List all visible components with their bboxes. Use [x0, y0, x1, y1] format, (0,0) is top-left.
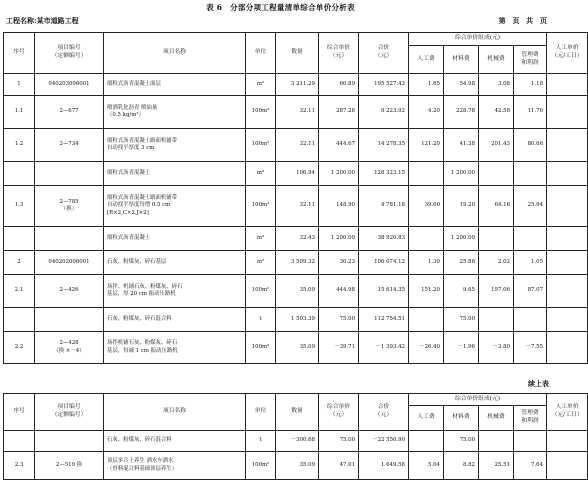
cell-unit: m²: [246, 251, 276, 275]
cell-qty: 32.11: [276, 186, 319, 227]
cell-total: 128 323.15: [359, 162, 409, 186]
table-title: 表 6 分部分项工程量清单综合单价分析表: [206, 3, 355, 12]
cell-mgmt: 87.07: [514, 275, 547, 308]
cell-name: 场拌、机铺石灰、粉煤灰、碎石 基层，厚 20 cm 振动压路机: [104, 275, 246, 308]
table-row: [4, 186, 588, 227]
cell-qty: 32.11: [276, 96, 319, 129]
header-composition: 综合单价组成(元): [409, 394, 547, 406]
header-material: 材料费: [444, 46, 479, 74]
cell-name: 细粒式沥青混凝土路面机铺带 自动找平厚度 3 cm: [104, 129, 246, 162]
cell-code: 2—734: [35, 129, 104, 162]
cell-seq: [4, 227, 35, 251]
header-mgmt: 管理费 和利润: [514, 406, 547, 431]
cell-material: 75.00: [444, 431, 479, 452]
cell-material: 41.38: [444, 129, 479, 162]
header-unit: 单位: [246, 33, 276, 74]
cell-unit-price: 47.01: [319, 452, 359, 480]
cell-labor: 39.60: [409, 186, 444, 227]
cell-workday: [547, 452, 588, 480]
project-name: 工程名称:某市道路工程: [6, 16, 79, 25]
cell-code: 2—428 （换 ×－4）: [35, 332, 104, 364]
cell-unit: 100m²: [246, 96, 276, 129]
cell-machine: [479, 308, 514, 332]
cell-code: 2—519 换: [35, 452, 104, 480]
cell-seq: 2.1: [4, 275, 35, 308]
cell-total: －1 393.42: [359, 332, 409, 364]
cell-seq: [4, 308, 35, 332]
cell-machine: －3.80: [479, 332, 514, 364]
cell-code: [35, 162, 104, 186]
table-row: [4, 162, 588, 186]
cell-qty: 3 509.32: [276, 251, 319, 275]
cell-code: 2—785 （换）: [35, 186, 104, 227]
cell-machine: [479, 162, 514, 186]
table-header-continued: [4, 394, 588, 431]
cell-name: 细粒式沥青混凝土: [104, 162, 246, 186]
cell-unit: 100m²: [246, 452, 276, 480]
table-row: [4, 308, 588, 332]
cell-material: 9.65: [444, 275, 479, 308]
cell-material: 228.78: [444, 96, 479, 129]
header-labor: 人工费: [409, 406, 444, 431]
cell-code: [35, 308, 104, 332]
cell-workday: [547, 251, 588, 275]
cell-labor: 1.30: [409, 251, 444, 275]
cell-unit-price: 1 200.00: [319, 227, 359, 251]
cell-material: 1 200.00: [444, 162, 479, 186]
analysis-table: [3, 32, 588, 364]
table-row: [4, 251, 588, 275]
header-unit-price: 综合单价 （元）: [319, 33, 359, 74]
cell-total: 112 754.51: [359, 308, 409, 332]
cell-material: －1.96: [444, 332, 479, 364]
header-qty: 数量: [276, 394, 319, 431]
cell-qty: 106.94: [276, 162, 319, 186]
table-row: [4, 74, 588, 96]
cell-qty: 32.43: [276, 227, 319, 251]
cell-code: 040203006001: [35, 74, 104, 96]
cell-labor: 5.04: [409, 452, 444, 480]
table-row: [4, 275, 588, 308]
header-material: 材料费: [444, 406, 479, 431]
cell-total: 14 278.35: [359, 129, 409, 162]
cell-unit: 100m²: [246, 275, 276, 308]
cell-name: 喷洒乳化沥青 喷油量 （0.5 kg/m²）: [104, 96, 246, 129]
cell-labor: －26.40: [409, 332, 444, 364]
cell-unit-price: 148.90: [319, 186, 359, 227]
cell-workday: [547, 74, 588, 96]
cell-seq: 2.2: [4, 332, 35, 364]
cell-total: 4 781.18: [359, 186, 409, 227]
cell-total: 1 649.58: [359, 452, 409, 480]
cell-labor: [409, 308, 444, 332]
cell-unit: t: [246, 431, 276, 452]
cell-mgmt: [514, 308, 547, 332]
cell-material: 19.20: [444, 186, 479, 227]
cell-mgmt: [514, 431, 547, 452]
table-row: [4, 129, 588, 162]
cell-labor: 121.20: [409, 129, 444, 162]
cell-total: 38 920.83: [359, 227, 409, 251]
cell-machine: [479, 227, 514, 251]
continuation-label: 续上表: [528, 379, 549, 388]
cell-qty: 35.09: [276, 452, 319, 480]
header-seq: 序号: [4, 33, 35, 74]
cell-code: 2—426: [35, 275, 104, 308]
cell-unit-price: 75.00: [319, 308, 359, 332]
header-machine: 机械费: [479, 406, 514, 431]
cell-name: 细粒式沥青混凝土: [104, 227, 246, 251]
cell-labor: [409, 227, 444, 251]
header-total: 合价 （元）: [359, 33, 409, 74]
cell-labor: [409, 162, 444, 186]
table-body-continued: [4, 431, 588, 480]
cell-machine: 2.02: [479, 251, 514, 275]
cell-unit-price: 444.67: [319, 129, 359, 162]
cell-seq: 1: [4, 74, 35, 96]
header-workday: 人工单价 （元/工日）: [547, 394, 588, 431]
header-labor: 人工费: [409, 46, 444, 74]
cell-unit-price: 444.98: [319, 275, 359, 308]
cell-seq: 2: [4, 251, 35, 275]
header-seq: 序号: [4, 394, 35, 431]
cell-unit-price: 30.23: [319, 251, 359, 275]
cell-unit: 100m²: [246, 332, 276, 364]
cell-machine: [479, 431, 514, 452]
cell-workday: [547, 96, 588, 129]
table-header: [4, 33, 588, 74]
cell-unit-price: 60.89: [319, 74, 359, 96]
cell-code: [35, 227, 104, 251]
cell-workday: [547, 162, 588, 186]
cell-unit: t: [246, 308, 276, 332]
cell-qty: 3 211.29: [276, 74, 319, 96]
cell-total: 15 614.35: [359, 275, 409, 308]
cell-qty: 35.09: [276, 275, 319, 308]
cell-labor: 4.20: [409, 96, 444, 129]
cell-machine: 3.08: [479, 74, 514, 96]
cell-unit-price: 75.00: [319, 431, 359, 452]
cell-mgmt: 1.18: [514, 74, 547, 96]
header-unit: 单位: [246, 394, 276, 431]
cell-unit-price: －39.71: [319, 332, 359, 364]
cell-seq: 1.2: [4, 129, 35, 162]
cell-machine: 25.51: [479, 452, 514, 480]
cell-workday: [547, 186, 588, 227]
cell-workday: [547, 332, 588, 364]
cell-code: 2—677: [35, 96, 104, 129]
header-qty: 数量: [276, 33, 319, 74]
cell-name: 石灰、粉煤灰、碎石混合料: [104, 431, 246, 452]
table-row: [4, 431, 588, 452]
cell-seq: 1.1: [4, 96, 35, 129]
table-row: [4, 332, 588, 364]
cell-qty: 1 503.39: [276, 308, 319, 332]
header-unit-price: 综合单价 （元）: [319, 394, 359, 431]
cell-seq: [4, 162, 35, 186]
header-workday: 人工单价 （元/工日）: [547, 33, 588, 74]
cell-code: [35, 431, 104, 452]
cell-workday: [547, 275, 588, 308]
cell-name: 细粒式沥青混凝土面层: [104, 74, 246, 96]
cell-seq: 2.3: [4, 452, 35, 480]
header-name: 项目名称: [104, 394, 246, 431]
cell-total: －22 550.90: [359, 431, 409, 452]
cell-material: 8.82: [444, 452, 479, 480]
cell-workday: [547, 431, 588, 452]
cell-name: 细粒式沥青混凝土路面机铺带 自动找平厚度每增 0.5 cm [R×2,C×2,J×2]: [104, 186, 246, 227]
header-mgmt: 管理费 和利润: [514, 46, 547, 74]
analysis-table-continued: [3, 393, 588, 480]
cell-workday: [547, 227, 588, 251]
header-name: 项目名称: [104, 33, 246, 74]
cell-total: 9 223.92: [359, 96, 409, 129]
cell-name: 场拌机铺石灰、粉煤灰、碎石 基层，每减 1 cm 振动压路机: [104, 332, 246, 364]
cell-unit: 100m²: [246, 129, 276, 162]
cell-material: 75.00: [444, 308, 479, 332]
cell-unit-price: 287.26: [319, 96, 359, 129]
header-composition: 综合单价组成(元): [409, 33, 547, 46]
cell-mgmt: 80.66: [514, 129, 547, 162]
cell-code: 040202006001: [35, 251, 104, 275]
cell-labor: 151.20: [409, 275, 444, 308]
cell-mgmt: [514, 162, 547, 186]
table-body: [4, 74, 588, 364]
cell-material: 25.86: [444, 251, 479, 275]
cell-name: 石灰、粉煤灰、碎石基层: [104, 251, 246, 275]
cell-material: 1 200.00: [444, 227, 479, 251]
cell-machine: 64.16: [479, 186, 514, 227]
table-row: [4, 452, 588, 480]
cell-labor: [409, 431, 444, 452]
cell-seq: 1.3: [4, 186, 35, 227]
cell-machine: 197.06: [479, 275, 514, 308]
cell-material: 54.98: [444, 74, 479, 96]
table-row: [4, 96, 588, 129]
cell-qty: 32.11: [276, 129, 319, 162]
cell-unit-price: 1 200.00: [319, 162, 359, 186]
cell-name: 顶层多合土养生 洒水车洒水 （骨料混合料基础顶层养生）: [104, 452, 246, 480]
table-row: [4, 227, 588, 251]
cell-name: 石灰、粉煤灰、碎石混合料: [104, 308, 246, 332]
header-code: 项目编号 （定额编号）: [35, 394, 104, 431]
cell-unit: 100m²: [246, 186, 276, 227]
cell-mgmt: 11.70: [514, 96, 547, 129]
cell-mgmt: [514, 227, 547, 251]
cell-machine: 42.58: [479, 96, 514, 129]
cell-labor: 1.65: [409, 74, 444, 96]
cell-total: 106 074.12: [359, 251, 409, 275]
cell-unit: m³: [246, 227, 276, 251]
cell-machine: 201.43: [479, 129, 514, 162]
cell-mgmt: 7.64: [514, 452, 547, 480]
cell-mgmt: 1.05: [514, 251, 547, 275]
cell-unit: m²: [246, 74, 276, 96]
cell-seq: [4, 431, 35, 452]
header-machine: 机械费: [479, 46, 514, 74]
cell-total: 195 527.43: [359, 74, 409, 96]
page-info: 第 页 共 页: [498, 16, 547, 25]
cell-unit: m³: [246, 162, 276, 186]
header-total: 合价 （元）: [359, 394, 409, 431]
cell-qty: 35.09: [276, 332, 319, 364]
cell-workday: [547, 308, 588, 332]
cell-qty: －300.68: [276, 431, 319, 452]
cell-mgmt: －7.55: [514, 332, 547, 364]
cell-mgmt: 25.94: [514, 186, 547, 227]
cell-workday: [547, 129, 588, 162]
header-code: 项目编号 （定额编号）: [35, 33, 104, 74]
